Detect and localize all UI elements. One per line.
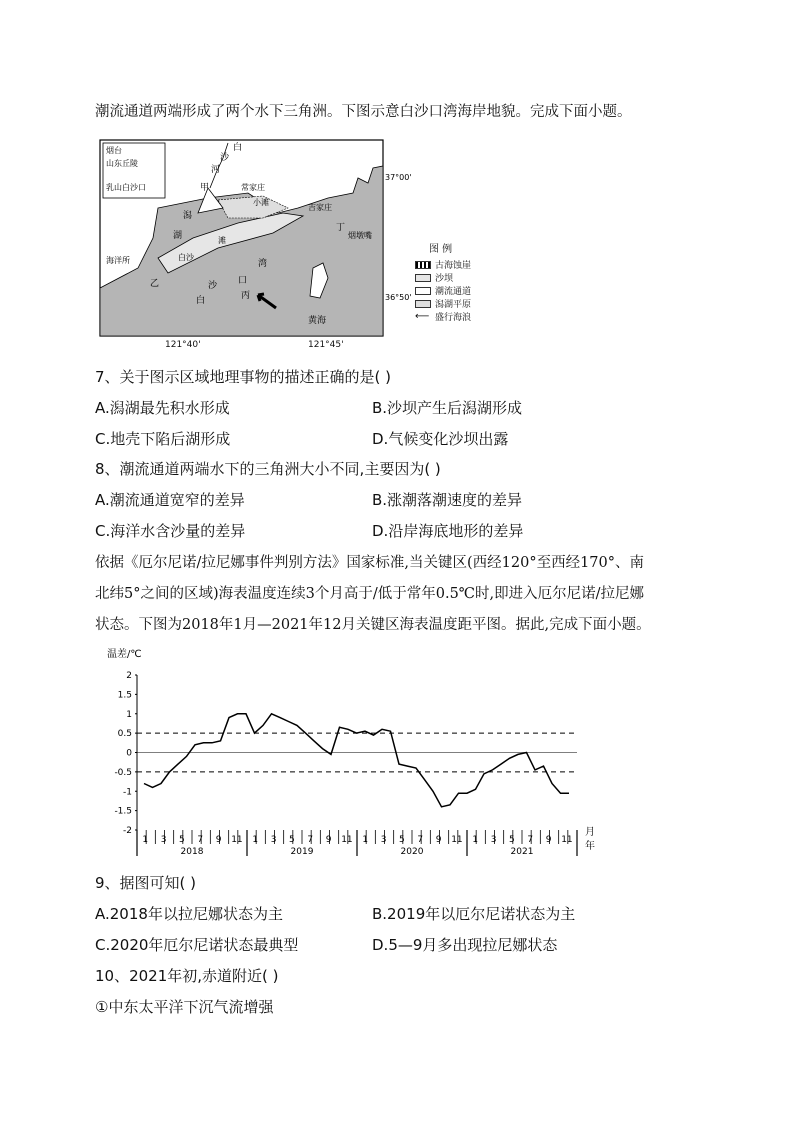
label-huanghai: 黄海 xyxy=(308,316,327,326)
chart-ylabel: 温差/℃ xyxy=(107,649,142,660)
label-yi: 乙 xyxy=(150,279,160,289)
q7-option-d[interactable]: D.气候变化沙坝出露 xyxy=(372,430,509,448)
legend-label: 沙坝 xyxy=(435,274,454,284)
arrow-swatch-icon: ⟵ xyxy=(415,310,430,322)
chart-month-label: 7 xyxy=(417,835,424,845)
chart-month-label: 1 xyxy=(472,835,479,845)
chart-ytick-label: -1.5 xyxy=(114,806,132,817)
intro-text: 潮流通道两端形成了两个水下三角洲。下图示意白沙口湾海岸地貌。完成下面小题。 xyxy=(95,104,632,120)
chart-month-label: 9 xyxy=(435,835,442,845)
label-jia: 甲 xyxy=(200,183,210,193)
chart-ytick-label: 2 xyxy=(126,671,132,681)
q8-option-c[interactable]: C.海洋水含沙量的差异 xyxy=(95,522,246,540)
label-ding: 丁 xyxy=(336,223,346,233)
chart-month-label: 9 xyxy=(215,835,222,845)
channel-swatch-icon xyxy=(415,287,431,295)
chart-month-label: 9 xyxy=(325,835,332,845)
label-haiyangsuo: 海洋所 xyxy=(106,256,130,265)
label-bai2: 白 xyxy=(196,296,206,306)
chart-ytick-label: 1 xyxy=(126,709,132,720)
label-kou: 口 xyxy=(238,276,248,286)
q9-option-d[interactable]: D.5—9月多出现拉尼娜状态 xyxy=(372,936,558,954)
lat-bottom: 36°50' xyxy=(385,293,412,302)
legend-row xyxy=(415,271,495,284)
chart-month-label: 7 xyxy=(527,835,534,845)
q7-option-c[interactable]: C.地壳下陷后湖形成 xyxy=(95,430,231,448)
q8-stem: 8、潮流通道两端水下的三角洲大小不同,主要因为( ) xyxy=(95,460,441,478)
lon-right: 121°45' xyxy=(308,340,344,350)
map-legend xyxy=(415,240,495,335)
q9-option-c[interactable]: C.2020年厄尔尼诺状态最典型 xyxy=(95,936,299,954)
sandbar-swatch-icon xyxy=(415,274,431,282)
q8-option-a[interactable]: A.潮流通道宽窄的差异 xyxy=(95,491,245,509)
label-hu: 湖 xyxy=(173,231,183,241)
q8-option-d[interactable]: D.沿岸海底地形的差异 xyxy=(372,522,524,540)
chart-month-label: 3 xyxy=(270,835,277,845)
legend-row xyxy=(415,310,495,323)
passage-line-3: 状态。下图为2018年1月—2021年12月关键区海表温度距平图。据此,完成下面小题。 xyxy=(95,617,651,633)
chart-year-label: 2019 xyxy=(290,847,314,857)
inset-label-yantai: 烟台 xyxy=(106,146,122,155)
label-sha: 沙 xyxy=(220,153,230,163)
legend-label: 盛行海浪 xyxy=(435,313,472,323)
chart-month-label: 9 xyxy=(545,835,552,845)
lat-top: 37°00' xyxy=(385,173,412,182)
chart-month-label: 11 xyxy=(451,835,463,845)
legend-row xyxy=(415,258,495,271)
label-baisha: 白沙 xyxy=(178,253,194,262)
chart-month-label: 7 xyxy=(307,835,314,845)
chart-month-label: 5 xyxy=(399,835,405,845)
chart-month-label: 3 xyxy=(160,835,167,845)
legend-title: 图 例 xyxy=(429,244,453,255)
chart-month-label: 1 xyxy=(252,835,259,845)
chart-month-label: 3 xyxy=(380,835,387,845)
chart-month-label: 11 xyxy=(561,835,573,845)
legend-row xyxy=(415,297,495,310)
chart-xlabel-year: 年 xyxy=(585,841,595,852)
cliff-swatch-icon xyxy=(415,261,431,269)
chart-ytick-label: 0.5 xyxy=(117,729,132,740)
coast-map-svg xyxy=(98,138,412,338)
q9-option-b[interactable]: B.2019年以厄尔尼诺状态为主 xyxy=(372,905,576,923)
label-tan: 滩 xyxy=(218,236,226,245)
chart-month-label: 5 xyxy=(179,835,185,845)
chart-month-label: 11 xyxy=(231,835,243,845)
q10-item-1: ①中东太平洋下沉气流增强 xyxy=(95,998,274,1016)
q8-option-b[interactable]: B.涨潮落潮速度的差异 xyxy=(372,491,523,509)
label-wan: 湾 xyxy=(258,259,268,269)
q7-option-a[interactable]: A.潟湖最先积水形成 xyxy=(95,399,230,417)
label-he: 河 xyxy=(211,165,221,175)
passage-line-2: 北纬5°之间的区域)海表温度连续3个月高于/低于常年0.5℃时,即进入厄尔尼诺/拉尼娜 xyxy=(95,586,645,602)
label-changjiazhuang: 常家庄 xyxy=(241,183,265,192)
chart-ytick-label: -1 xyxy=(123,787,132,798)
chart-svg xyxy=(105,645,605,860)
q9-option-a[interactable]: A.2018年以拉尼娜状态为主 xyxy=(95,905,283,923)
q7-stem: 7、关于图示区域地理事物的描述正确的是( ) xyxy=(95,368,392,386)
sst-anomaly-chart xyxy=(105,645,605,860)
coast-map xyxy=(98,138,412,338)
chart-month-label: 3 xyxy=(490,835,497,845)
label-sha2: 沙 xyxy=(208,281,218,291)
inset-label-rushan: 乳山白沙口 xyxy=(106,183,146,192)
chart-year-label: 2018 xyxy=(180,847,204,857)
q9-stem: 9、据图可知( ) xyxy=(95,874,197,892)
q10-stem: 10、2021年初,赤道附近( ) xyxy=(95,967,279,985)
legend-row xyxy=(415,284,495,297)
chart-month-label: 5 xyxy=(509,835,515,845)
lagoon-swatch-icon xyxy=(415,300,431,308)
chart-month-label: 1 xyxy=(362,835,369,845)
chart-month-label: 11 xyxy=(341,835,353,845)
passage-line-1: 依据《厄尔尼诺/拉尼娜事件判别方法》国家标准,当关键区(西经120°至西经170°、南 xyxy=(95,555,645,571)
chart-month-label: 5 xyxy=(289,835,295,845)
label-xie: 潟 xyxy=(183,211,193,221)
chart-ytick-label: -0.5 xyxy=(114,767,132,778)
label-bai: 白 xyxy=(233,143,243,153)
legend-label: 潮流通道 xyxy=(435,287,472,297)
label-jijiazhuang: 吉家庄 xyxy=(308,203,332,212)
label-bing: 丙 xyxy=(241,291,251,301)
chart-ytick-label: -2 xyxy=(123,826,132,836)
chart-year-label: 2021 xyxy=(510,847,534,857)
chart-month-label: 1 xyxy=(142,835,149,845)
legend-label: 潟湖平原 xyxy=(435,300,472,310)
inset-label-shandong: 山东丘陵 xyxy=(106,159,138,168)
chart-year-label: 2020 xyxy=(400,847,424,857)
chart-series-line xyxy=(144,714,569,807)
chart-xlabel-month: 月 xyxy=(585,827,595,838)
q7-option-b[interactable]: B.沙坝产生后潟湖形成 xyxy=(372,399,523,417)
label-xiaotan: 小滩 xyxy=(253,198,269,207)
lon-left: 121°40' xyxy=(165,340,201,350)
chart-ytick-label: 0 xyxy=(126,748,132,759)
chart-month-label: 7 xyxy=(197,835,204,845)
label-yandunzui: 烟墩嘴 xyxy=(348,231,372,240)
chart-ytick-label: 1.5 xyxy=(117,690,132,701)
legend-label: 古海蚀崖 xyxy=(435,261,472,271)
